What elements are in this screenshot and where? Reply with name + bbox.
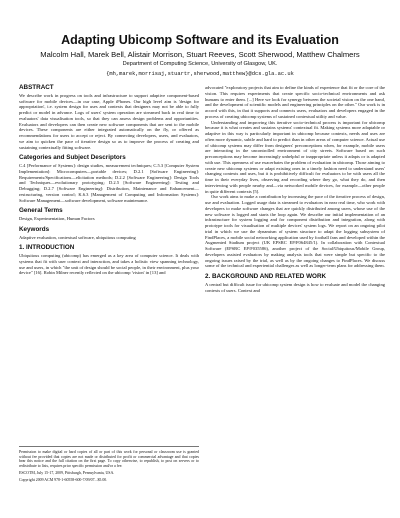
copyright-line: Copyright 2009 ACM 978-1-60558-600-7/09/07...$5.00. <box>19 477 108 482</box>
paper-title: Adapting Ubicomp Software and its Evaluation <box>61 33 339 47</box>
categories-heading: Categories and Subject Descriptors <box>19 154 126 162</box>
introduction-heading: 1. INTRODUCTION <box>19 244 75 252</box>
keywords-text: Adaptive evaluation, contextual software, ubiquitous computing <box>19 234 136 240</box>
introduction-text: Ubiquitous computing (ubicomp) has emerged as a key area of computer science. It deals with systems that fit with user context and interaction, and takes a holistic view spanning technology, use and users, in which "the unit of design should be social people, in their environment, plus your device" [16]. Robin Milner recently reflected on the ubicomp 'vision' in [13] and <box>19 253 199 276</box>
permission-notice <box>19 446 199 484</box>
body-paragraph: Understanding and improving this iterative socio-technical process is important for ubicomp because it is what creates and sustains systems' contextual fit. Making systems more adaptable or adaptive in this way is particularly important in ubicomp because contexts, needs and uses are often more dynamic, subtle and hard to predict than in other areas of computer science. Actual use of ubicomp systems may differ from designers' preconceptions when, for example, mobile users are interacting in the uncontrolled environment of city streets. Software based on such preconceptions may become increasingly unhelpful or inappropriate unless it adapts or is adapted with use. This openness of use exacerbates the problem of evaluation in ubicomp. Those aiming to create new ubicomp systems or adapt existing ones in a timely fashion need to understand users' changing contexts and uses, but it is prohibitively difficult for evaluators to be with users all the time in their everyday lives, observing and recording where they go, what they do, and then interviewing with people nearby and—via networked mobile devices, for example—other people in quite different contexts [5]. <box>205 119 385 194</box>
abstract-text: We describe work in progress on tools and infrastructure to support adaptive component-based software for mobile devices—in our case, Apple iPhones. Our high level aim is 'design for appropriation', i.e. system design for uses and contexts that designers may not be able to fully predict or model in advance. Logs of users' system operation are streamed back in real time to evaluators' data visualisation tools, so that they can assess design problems and opportunities. Evaluators and developers can then create new software components that are sent to the mobile devices. These components are either integrated automatically on the fly, or offered as recommendations for users to accept or reject. By connecting developers, users, and evaluators, we aim to quicken the pace of iterative design so as to improve the process of creating and sustaining contextually fitting software. <box>19 92 199 150</box>
abstract-heading: ABSTRACT <box>19 84 54 91</box>
keywords-heading: Keywords <box>19 225 50 233</box>
author-list: Malcolm Hall, Marek Bell, Alistair Morrison, Stuart Reeves, Scott Sherwood, Matthew Chalmers <box>40 50 360 59</box>
affiliation: Department of Computing Science, University of Glasgow, UK. <box>122 61 278 67</box>
background-text: A central but difficult issue for ubicomp system design is how to evaluate and model the changing contexts of users. Context and <box>205 281 385 293</box>
left-column <box>19 85 199 276</box>
general-terms-text: Design, Experimentation, Human Factors <box>19 216 95 221</box>
categories-text: C.4 [Performance of Systems]: design studies, measurement techniques; C.5.3 [Computer System Implementation]: Microcomputers—portable devices; D.2.1 [Software Engineering]: Requirements/Specifications—elicitation methods; D.2.2 [Software Engineering]: Design Tools and Techniques—evolutionary prototyping; D.2.5 [Software Engineering]: Testing and Debugging; D.2.7 [Software Engineering]: Distribution, Maintenance and Enhancement—restructuring, version control; K.6.3 [Management of Computing and Information Systems]: Software Management—software development, software maintenance. <box>19 163 199 203</box>
right-column <box>205 85 385 293</box>
conference-line: ESCOTM, July 15-17, 2009, Pittsburgh, Pennsylvania, USA. <box>19 470 115 475</box>
background-heading: 2. BACKGROUND AND RELATED WORK <box>205 273 327 280</box>
general-terms-heading: General Terms <box>19 207 63 215</box>
permission-text: Permission to make digital or hard copies of all or part of this work for personal or classroom use is granted without fee provided that copies are not made or distributed for profit or commercial advantage and that copies bear this notice and the full citation on the first page. To copy otherwise, to republish, to post on servers or to redistribute to lists, requires prior specific permission and/or a fee. <box>19 450 199 469</box>
body-paragraph: Our work aims to make a contribution by increasing the pace of the iterative process of design, use and evaluation. Logged usage data is streamed to evaluators in near real time, who work with developers to make software changes that are quickly distributed among users, whose use of the new software is logged and starts the loop again. We describe our initial implementation of an infrastructure for system logging and for component distribution and integration, along with prototype tools for visualisation of multiple devices' system logs. We report on an ongoing pilot trial in which we use the dynamism of system structure to adapt the logging subsystem of FindPlaces, a mobile social networking application used by football fans and developed within the Augmented Stadium project (UK EPSRC EP/F064845/1). In collaboration with Contextual Software (EPSRC EP/F035586), another project of the Social/Ubiquitous/Mobile Group, developers assisted evaluators by making analysis tools that were simple but specific to the ongoing issues raised by the trial, as well as by the ongoing changes to FindPlaces. We discuss some of the technical and experiential challenges as well as longer-term plans for addressing them. <box>205 194 385 269</box>
author-emails: {mh,marek,morrisaj,stuartr,sherwood,matthew}@dcs.gla.ac.uk <box>106 71 294 77</box>
body-paragraph: advocated "exploratory projects that aim to define the kinds of experience that fit or the core of the vision. This requires experiments that create specific socio-technical environments and ask humans to enter them. [...] Here we look for synergy between the societal vision on the one hand, and the development of scientific models and engineering principles on the other." Our work is in accord with this, in that it supports and connects users, evaluators and developers engaged in the process of creating ubicomp systems of sustained contextual utility and value. <box>205 85 385 119</box>
